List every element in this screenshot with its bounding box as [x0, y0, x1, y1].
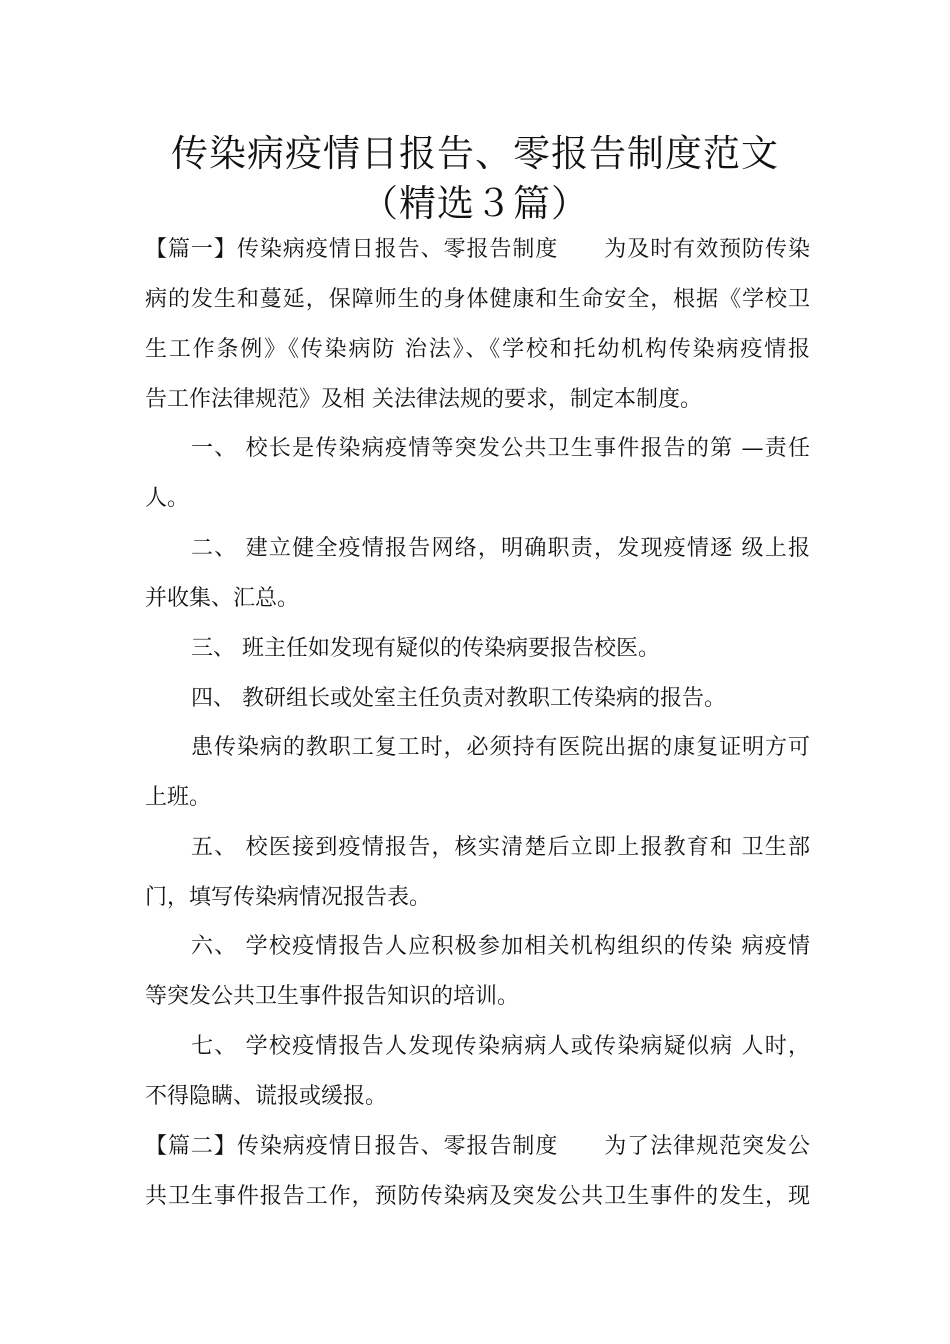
paragraph-line: 六、 学校疫情报告人应积极参加相关机构组织的传染 病疫情 — [191, 934, 810, 959]
document-title-line2: （精选３篇） — [361, 182, 589, 225]
paragraph-line: 一、 校长是传染病疫情等突发公共卫生事件报告的第 —责任 — [191, 436, 810, 461]
paragraph-line: 等突发公共卫生事件报告知识的培训。 — [145, 984, 520, 1009]
paragraph-line: 上班。 — [145, 785, 212, 810]
paragraph-line: 门，填写传染病情况报告表。 — [145, 885, 432, 910]
paragraph-line: 不得隐瞒、谎报或缓报。 — [145, 1084, 388, 1109]
paragraph-line: 生工作条例》《传染病防 治法》、《学校和托幼机构传染病疫情报 — [145, 337, 810, 362]
paragraph-line: 告工作法律规范》及相 关法律法规的要求，制定本制度。 — [145, 387, 702, 412]
paragraph-line: 病的发生和蔓延，保障师生的身体健康和生命安全，根据《学校卫 — [145, 287, 810, 312]
document-title-line1: 传染病疫情日报告、零报告制度范文 — [171, 132, 779, 175]
paragraph-line: 患传染病的教职工复工时，必须持有医院出据的康复证明方可 — [191, 735, 810, 760]
paragraph-line: 【篇一】传染病疫情日报告、零报告制度 为及时有效预防传染 — [145, 237, 810, 262]
paragraph-line: 四、 教研组长或处室主任负责对教职工传染病的报告。 — [191, 686, 726, 711]
paragraph-line: 【篇二】传染病疫情日报告、零报告制度 为了法律规范突发公 — [145, 1134, 810, 1159]
paragraph-line: 共卫生事件报告工作，预防传染病及突发公共卫生事件的发生，现 — [145, 1184, 810, 1209]
paragraph-line: 二、 建立健全疫情报告网络，明确职责，发现疫情逐 级上报 — [191, 536, 810, 561]
paragraph-line: 人。 — [145, 486, 190, 511]
paragraph-line: 并收集、汇总。 — [145, 586, 300, 611]
paragraph-line: 七、 学校疫情报告人发现传染病病人或传染病疑似病 人时， — [191, 1034, 810, 1059]
paragraph-line: 五、 校医接到疫情报告，核实清楚后立即上报教育和 卫生部 — [191, 835, 810, 860]
paragraph-line: 三、 班主任如发现有疑似的传染病要报告校医。 — [191, 636, 660, 661]
